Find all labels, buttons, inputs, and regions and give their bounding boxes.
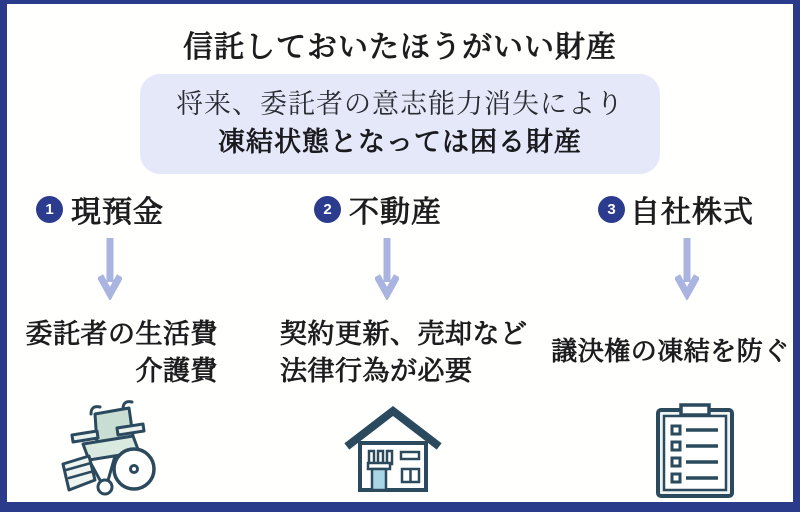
- house-icon: [343, 403, 443, 500]
- column-1-result-line-1: 委託者の生活費: [25, 319, 218, 349]
- column-3-label: 自社株式: [630, 196, 754, 229]
- clipboard-icon: [648, 398, 743, 505]
- column-1-label: 現預金: [71, 196, 164, 229]
- column-2-result: [280, 316, 530, 390]
- page-title: 信託しておいたほうがいい財産: [183, 31, 617, 64]
- number-badge-2: 2: [314, 196, 341, 223]
- column-2-result-line-1: 契約更新、売却など: [280, 319, 528, 349]
- column-1-result-line-2: 介護費: [135, 356, 218, 386]
- column-3-result: [548, 333, 793, 370]
- number-badge-1: 1: [36, 196, 63, 223]
- down-arrow-icon: [375, 236, 399, 300]
- column-1-result: [18, 316, 218, 390]
- column-2-result-line-2: 法律行為が必要: [280, 356, 473, 386]
- subtitle-line-2: 凍結状態となっては困る財産: [218, 127, 582, 157]
- number-badge-3: 3: [598, 196, 625, 223]
- column-3-header: [598, 194, 754, 229]
- column-2-header: [314, 194, 442, 229]
- column-3-result-line-1: 議決権の凍結を防ぐ: [551, 336, 790, 366]
- wheelchair-icon: [55, 398, 165, 503]
- subtitle-line-1: 将来、委託者の意志能力消失により: [176, 89, 624, 119]
- subtitle-box: [140, 74, 660, 174]
- column-2-label: 不動産: [349, 196, 442, 229]
- down-arrow-icon: [98, 236, 122, 300]
- down-arrow-icon: [675, 236, 699, 300]
- column-1-header: [36, 194, 164, 229]
